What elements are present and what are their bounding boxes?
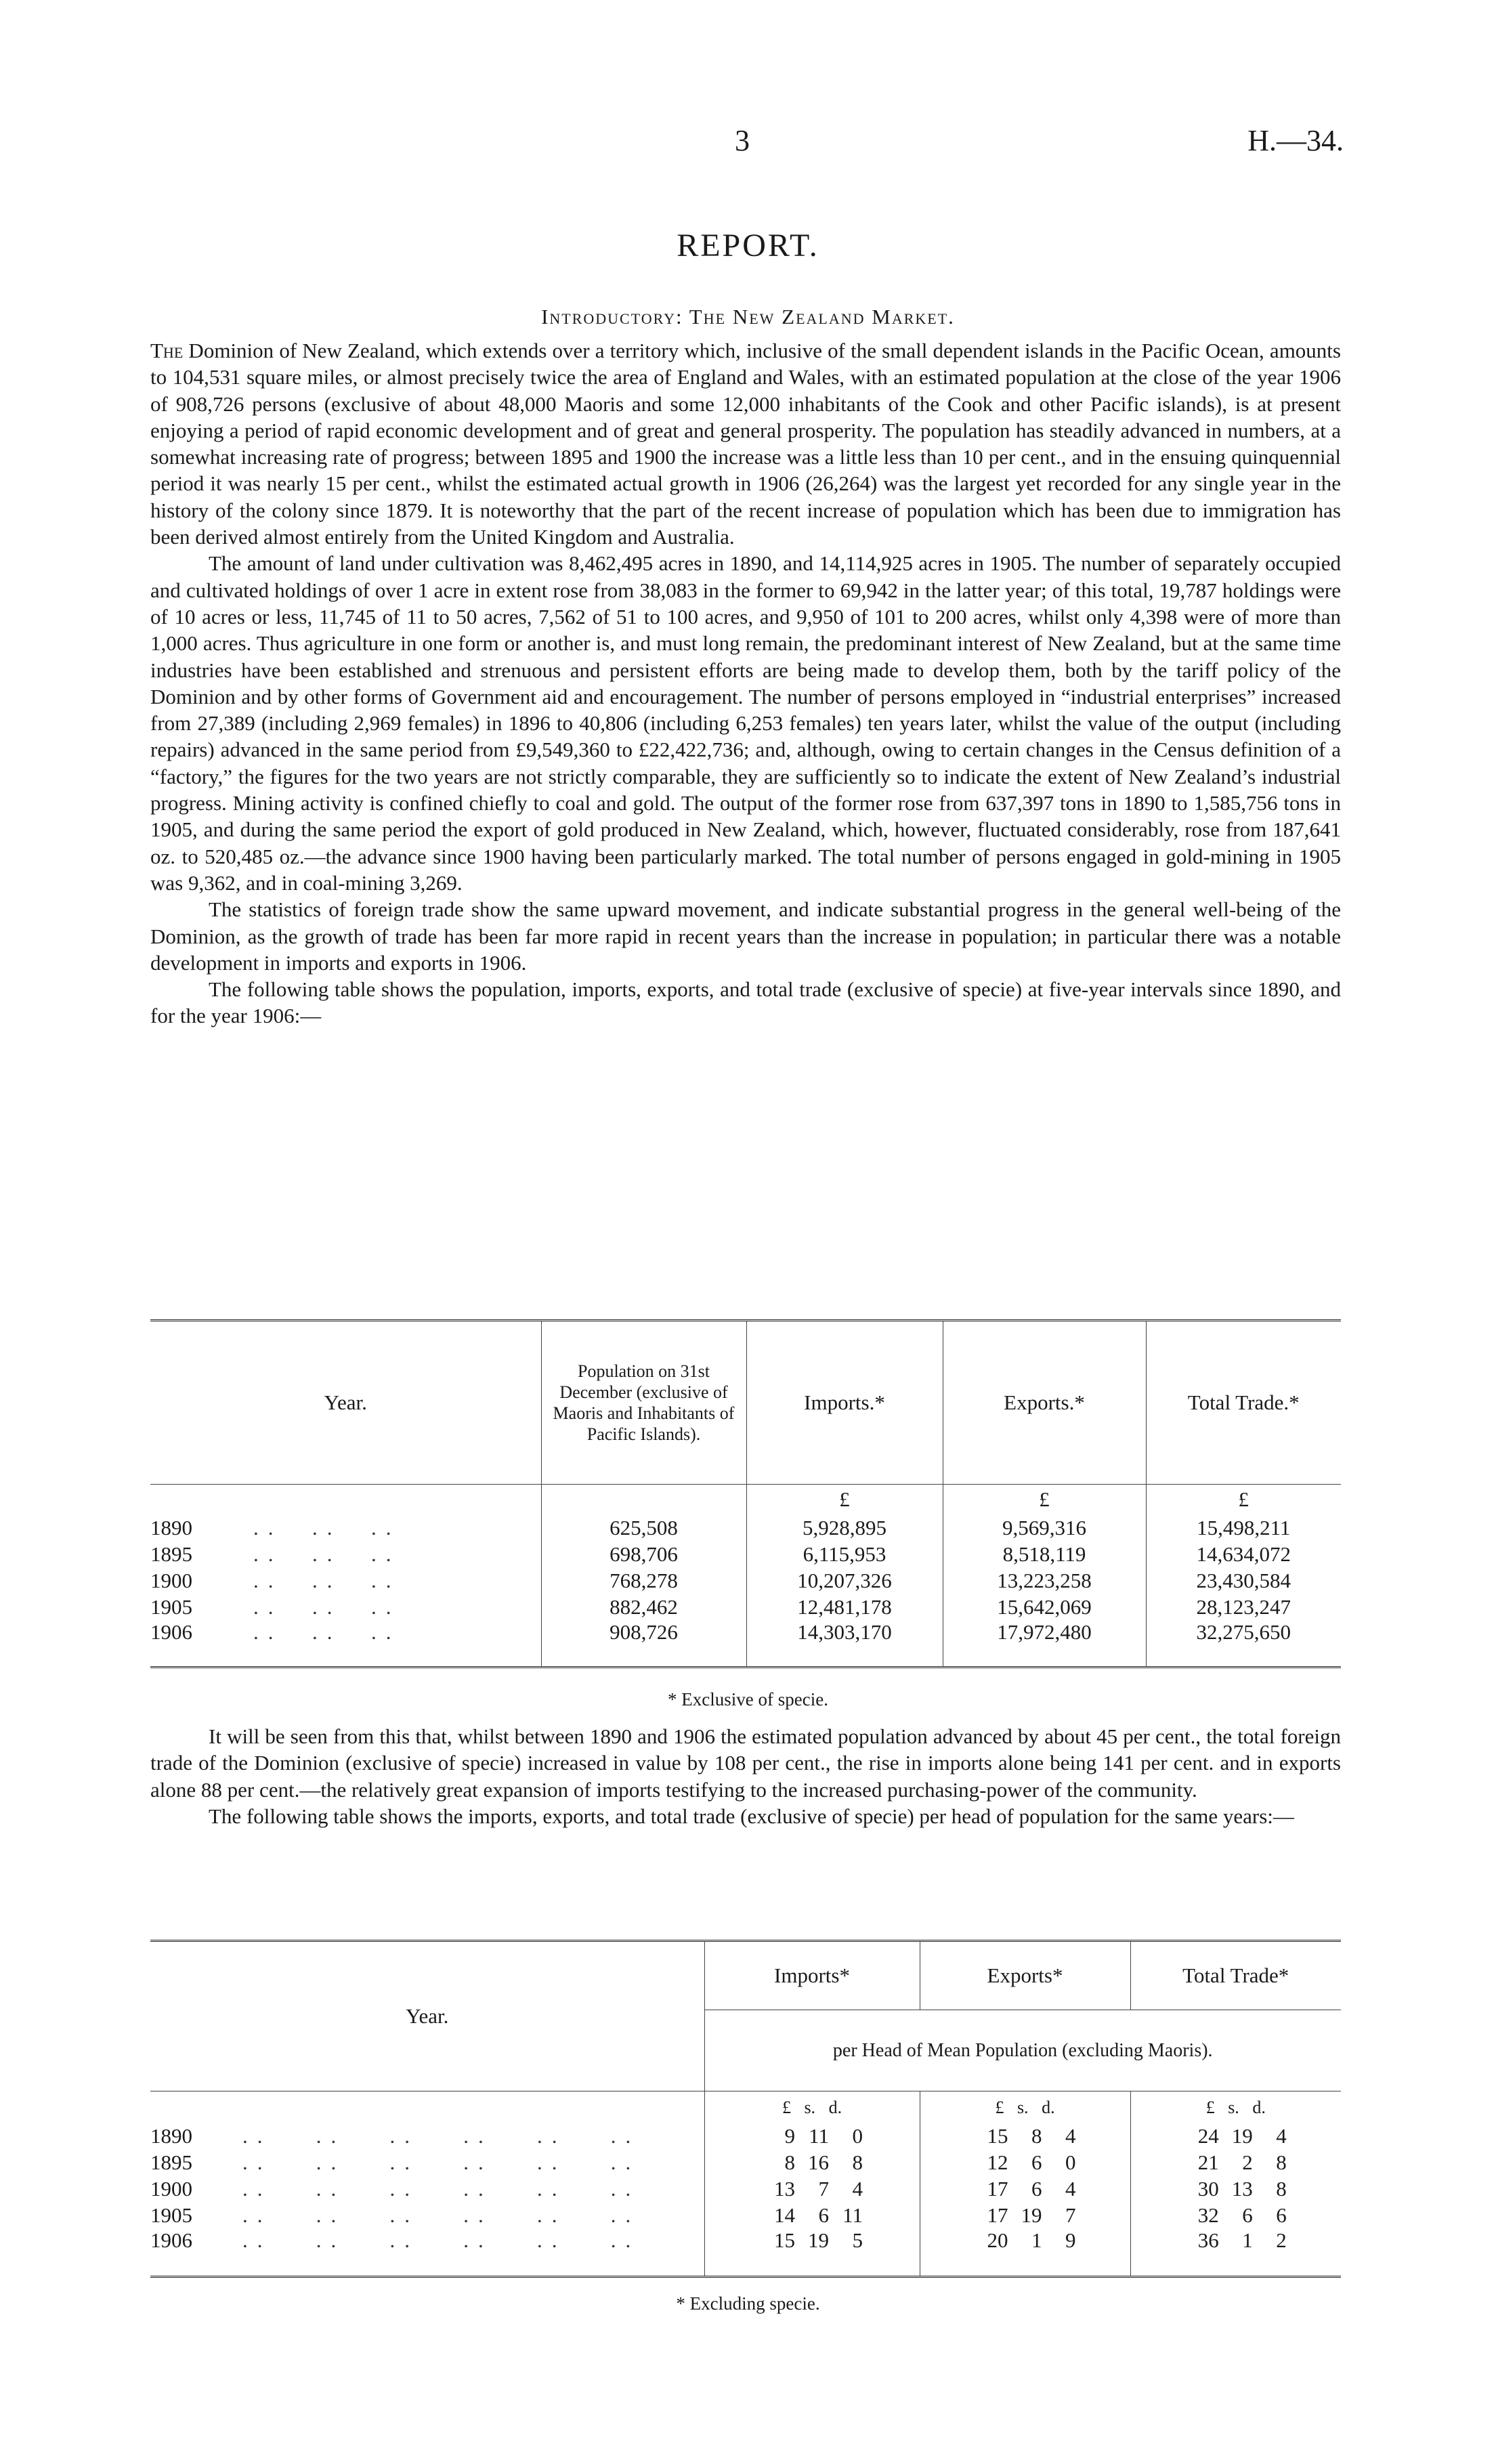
year-cell: 1895 xyxy=(150,2150,192,2174)
year-cell: 1890 xyxy=(150,2123,192,2148)
pounds: 15 xyxy=(987,2123,1008,2148)
imports-cell: 6,115,953 xyxy=(746,1541,943,1567)
imports-cell xyxy=(704,2149,920,2175)
total-cell: 14,634,072 xyxy=(1146,1541,1341,1567)
population-cell: 698,706 xyxy=(541,1541,746,1567)
col-header-year: Year. xyxy=(324,1390,367,1414)
year-cell: 1895 xyxy=(150,1542,192,1566)
imports-cell xyxy=(704,2175,920,2202)
total-cell xyxy=(1130,2175,1341,2202)
pounds: 15 xyxy=(774,2228,795,2252)
shillings: 16 xyxy=(808,2150,829,2174)
shillings: 19 xyxy=(1231,2123,1253,2148)
shillings: 6 xyxy=(1242,2203,1253,2227)
exports-cell xyxy=(920,2123,1130,2149)
imports-cell xyxy=(704,2123,920,2149)
pounds-unit: £ xyxy=(1205,2097,1215,2117)
col-header-imports: Imports.* xyxy=(746,1321,943,1485)
pounds: 9 xyxy=(784,2123,795,2148)
pounds: 24 xyxy=(1197,2123,1219,2148)
year-cell: 1906 xyxy=(150,1620,192,1644)
total-cell: 28,123,247 xyxy=(1146,1594,1341,1620)
imports-cell: 5,928,895 xyxy=(746,1514,943,1541)
currency-symbol: £ xyxy=(943,1485,1146,1515)
col-header-exports: Exports* xyxy=(920,1941,1130,2010)
pounds: 32 xyxy=(1197,2203,1219,2227)
table-row: 1905 .. .. .. .. .. .. 14 6 11 17 19 7 32 6 6 xyxy=(150,2202,1341,2228)
total-cell: 15,498,211 xyxy=(1146,1514,1341,1541)
shillings: 19 xyxy=(1021,2203,1042,2227)
exports-cell xyxy=(920,2202,1130,2228)
exports-cell xyxy=(920,2149,1130,2175)
document-reference: H.—34. xyxy=(1247,124,1344,157)
total-cell xyxy=(1130,2228,1341,2277)
table-header-row xyxy=(150,1941,1341,2010)
exports-cell: 8,518,119 xyxy=(943,1541,1146,1567)
table-row: 1890 .. .. .. 625,508 5,928,895 9,569,316 15,498,211 xyxy=(150,1514,1341,1541)
year-cell: 1890 xyxy=(150,1515,192,1539)
currency-row xyxy=(150,1485,1341,1515)
shillings: 19 xyxy=(808,2228,829,2252)
pence: 0 xyxy=(852,2123,863,2148)
shillings-unit: s. xyxy=(1228,2097,1239,2117)
intro-text xyxy=(150,337,1341,1029)
exports-cell xyxy=(920,2175,1130,2202)
year-cell: 1900 xyxy=(150,1568,192,1592)
report-title: REPORT. xyxy=(677,228,819,263)
paragraph: The following table shows the population, imports, exports, and total trade (exclusive of specie) at five-year intervals since 1890, and for the year 1906:— xyxy=(150,977,1341,1028)
pounds: 13 xyxy=(774,2176,795,2201)
pounds: 20 xyxy=(987,2228,1008,2252)
units-cell xyxy=(920,2091,1130,2123)
total-cell xyxy=(1130,2149,1341,2175)
imports-cell xyxy=(704,2228,920,2277)
pence: 4 xyxy=(1065,2123,1076,2148)
pence-unit: d. xyxy=(1042,2097,1055,2117)
paragraph: It will be seen from this that, whilst between 1890 and 1906 the estimated population advanced by about 45 per cent., the total foreign trade of the Dominion (exclusive of specie) increased in value by 108 per cent., the rise in imports alone being 141 per cent. and in exports alone 88 per cent.—the relatively great expansion of imports testifying to the increased purchasing-power of the community. xyxy=(150,1724,1341,1802)
section-subtitle: Introductory: The New Zealand Market. xyxy=(541,305,955,328)
shillings: 2 xyxy=(1242,2150,1253,2174)
col-header-total: Total Trade.* xyxy=(1146,1321,1341,1485)
population-cell: 625,508 xyxy=(541,1514,746,1541)
shillings: 8 xyxy=(1031,2123,1042,2148)
pence: 6 xyxy=(1276,2203,1287,2227)
population-cell: 768,278 xyxy=(541,1567,746,1594)
pence: 4 xyxy=(1065,2176,1076,2201)
pounds: 12 xyxy=(987,2150,1008,2174)
currency-symbol: £ xyxy=(746,1485,943,1515)
exports-cell: 17,972,480 xyxy=(943,1620,1146,1668)
total-cell xyxy=(1130,2123,1341,2149)
pounds: 14 xyxy=(774,2203,795,2227)
year-cell: 1905 xyxy=(150,2203,192,2227)
paragraph: The statistics of foreign trade show the same upward movement, and indicate substantial progress in the general well-being of the Dominion, as the growth of trade has been far more rapid in recent years than the increase in population; in particular there was a notable development in imports and exports in 1906. xyxy=(150,897,1341,975)
pence: 8 xyxy=(852,2150,863,2174)
paragraph: The following table shows the imports, exports, and total trade (exclusive of specie) per head of population for the same years:— xyxy=(209,1804,1294,1828)
shillings: 6 xyxy=(818,2203,829,2227)
imports-cell: 12,481,178 xyxy=(746,1594,943,1620)
currency-symbol: £ xyxy=(1146,1485,1341,1515)
table2-footnote: * Excluding specie. xyxy=(676,2293,820,2314)
exports-cell xyxy=(920,2228,1130,2277)
imports-cell: 14,303,170 xyxy=(746,1620,943,1668)
pounds-unit: £ xyxy=(995,2097,1004,2117)
pounds: 8 xyxy=(784,2150,795,2174)
paragraph: The amount of land under cultivation was 8,462,495 acres in 1890, and 14,114,925 acres in 1905. The number of separately occupied and cultivated holdings of over 1 acre in extent rose from 38,083 in the former to 69,942 in the latter year; of this total, 19,787 holdings were of 10 acres or less, 11,745 of 11 to 50 acres, 7,562 of 51 to 100 acres, and 9,950 of 101 to 200 acres, whilst only 4,398 were of more than 1,000 acres. Thus agriculture in one form or another is, and must long remain, the predominant interest of New Zealand, but at the same time industries have been established and strenuous and persistent efforts are being made to develop them, both by the tariff policy of the Dominion and by other forms of Government aid and encouragement. The number of persons employed in “industrial enterprises” increased from 27,389 (including 2,969 females) in 1896 to 40,806 (including 6,253 females) ten years later, whilst the value of the output (including repairs) advanced in the same period from £9,549,360 to £22,422,736; and, although, owing to certain changes in the Census definition of a “factory,” the figures for the two years are not strictly comparable, they are sufficiently so to indicate the extent of New Zealand’s industrial progress. Mining activity is confined chiefly to coal and gold. The output of the former rose from 637,397 tons in 1890 to 1,585,756 tons in 1905, and during the same period the export of gold produced in New Zealand, which, however, fluctuated considerably, rose from 187,641 oz. to 520,485 oz.—the advance since 1900 having been particularly marked. The total number of persons engaged in gold-mining in 1905 was 9,362, and in coal-mining 3,269. xyxy=(150,551,1341,895)
exports-cell: 15,642,069 xyxy=(943,1594,1146,1620)
shillings: 6 xyxy=(1031,2150,1042,2174)
pence: 2 xyxy=(1276,2228,1287,2252)
pence: 9 xyxy=(1065,2228,1076,2252)
paragraph-text: Dominion of New Zealand, which extends over a territory which, inclusive of the small dependent islands in the Pacific Ocean, amounts to 104,531 square miles, or almost precisely twice the area of England and Wales, with an estimated population at the close of the year 1906 of 908,726 persons (exclusive of about 48,000 Maoris and some 12,000 inhabitants of the Cook and other Pacific islands), is at present enjoying a period of rapid economic development and of great and general prosperity. The population has steadily advanced in numbers, at a somewhat increasing rate of progress; between 1895 and 1900 the increase was a little less than 10 per cent., and in the ensuing quinquennial period it was nearly 15 per cent., whilst the estimated actual growth in 1906 (26,264) was the largest yet recorded for any single year in the history of the colony since 1879. It is noteworthy that the part of the recent increase of population which has been due to immigration has been derived almost entirely from the United Kingdom and Australia. xyxy=(150,339,1341,549)
total-cell: 23,430,584 xyxy=(1146,1567,1341,1594)
exports-cell: 13,223,258 xyxy=(943,1567,1146,1594)
lead-word: The xyxy=(150,339,184,362)
analysis-text xyxy=(150,1723,1341,1829)
table-row: 1895 .. .. .. .. .. .. 8 16 8 12 6 0 21 2 8 xyxy=(150,2149,1341,2175)
year-cell: 1906 xyxy=(150,2228,192,2252)
table-header-row xyxy=(150,1321,1341,1485)
pence: 11 xyxy=(842,2203,863,2227)
pence-unit: d. xyxy=(828,2097,842,2117)
shillings: 7 xyxy=(818,2176,829,2201)
col-header-imports: Imports* xyxy=(704,1941,920,2010)
population-cell: 882,462 xyxy=(541,1594,746,1620)
pounds-unit: £ xyxy=(782,2097,791,2117)
paragraph xyxy=(150,337,1341,550)
pence: 0 xyxy=(1065,2150,1076,2174)
imports-cell xyxy=(704,2202,920,2228)
table-row: 1906 .. .. .. .. .. .. 15 19 5 20 1 9 36 1 2 xyxy=(150,2228,1341,2277)
pence: 7 xyxy=(1065,2203,1076,2227)
imports-cell: 10,207,326 xyxy=(746,1567,943,1594)
year-cell: 1905 xyxy=(150,1594,192,1619)
shillings: 13 xyxy=(1231,2176,1253,2201)
units-row xyxy=(150,2091,1341,2123)
pounds: 30 xyxy=(1197,2176,1219,2201)
total-cell xyxy=(1130,2202,1341,2228)
per-head-table xyxy=(150,1940,1341,2278)
total-cell: 32,275,650 xyxy=(1146,1620,1341,1668)
pounds: 17 xyxy=(987,2176,1008,2201)
year-cell: 1900 xyxy=(150,2176,192,2201)
shillings: 11 xyxy=(809,2123,829,2148)
population-cell: 908,726 xyxy=(541,1620,746,1668)
trade-table xyxy=(150,1319,1341,1668)
pounds: 36 xyxy=(1197,2228,1219,2252)
pence: 8 xyxy=(1276,2150,1287,2174)
shillings: 6 xyxy=(1031,2176,1042,2201)
col-subheader: per Head of Mean Population (excluding Maoris). xyxy=(704,2010,1341,2091)
pence: 4 xyxy=(852,2176,863,2201)
table-row: 1900 .. .. .. 768,278 10,207,326 13,223,258 23,430,584 xyxy=(150,1567,1341,1594)
shillings-unit: s. xyxy=(1017,2097,1029,2117)
table1-footnote: * Exclusive of specie. xyxy=(668,1689,828,1709)
table-row: 1895 .. .. .. 698,706 6,115,953 8,518,119 14,634,072 xyxy=(150,1541,1341,1567)
table-row: 1905 .. .. .. 882,462 12,481,178 15,642,069 28,123,247 xyxy=(150,1594,1341,1620)
shillings: 1 xyxy=(1242,2228,1253,2252)
pence: 8 xyxy=(1276,2176,1287,2201)
units-cell xyxy=(704,2091,920,2123)
pence: 4 xyxy=(1276,2123,1287,2148)
col-header-total: Total Trade* xyxy=(1130,1941,1341,2010)
shillings-unit: s. xyxy=(804,2097,816,2117)
table-row: 1900 .. .. .. .. .. .. 13 7 4 17 6 4 30 13 8 xyxy=(150,2175,1341,2202)
col-header-exports: Exports.* xyxy=(943,1321,1146,1485)
table-row: 1890 .. .. .. .. .. .. 9 11 0 15 8 4 24 19 4 xyxy=(150,2123,1341,2149)
units-cell xyxy=(1130,2091,1341,2123)
col-header-year: Year. xyxy=(406,2004,449,2028)
page-number: 3 xyxy=(735,124,750,157)
pence: 5 xyxy=(852,2228,863,2252)
exports-cell: 9,569,316 xyxy=(943,1514,1146,1541)
pence-unit: d. xyxy=(1252,2097,1266,2117)
pounds: 21 xyxy=(1197,2150,1219,2174)
col-header-population: Population on 31st December (exclusive of Maoris and Inhabitants of Pacific Islands). xyxy=(541,1321,746,1485)
pounds: 17 xyxy=(987,2203,1008,2227)
table-row: 1906 .. .. .. 908,726 14,303,170 17,972,480 32,275,650 xyxy=(150,1620,1341,1668)
shillings: 1 xyxy=(1031,2228,1042,2252)
